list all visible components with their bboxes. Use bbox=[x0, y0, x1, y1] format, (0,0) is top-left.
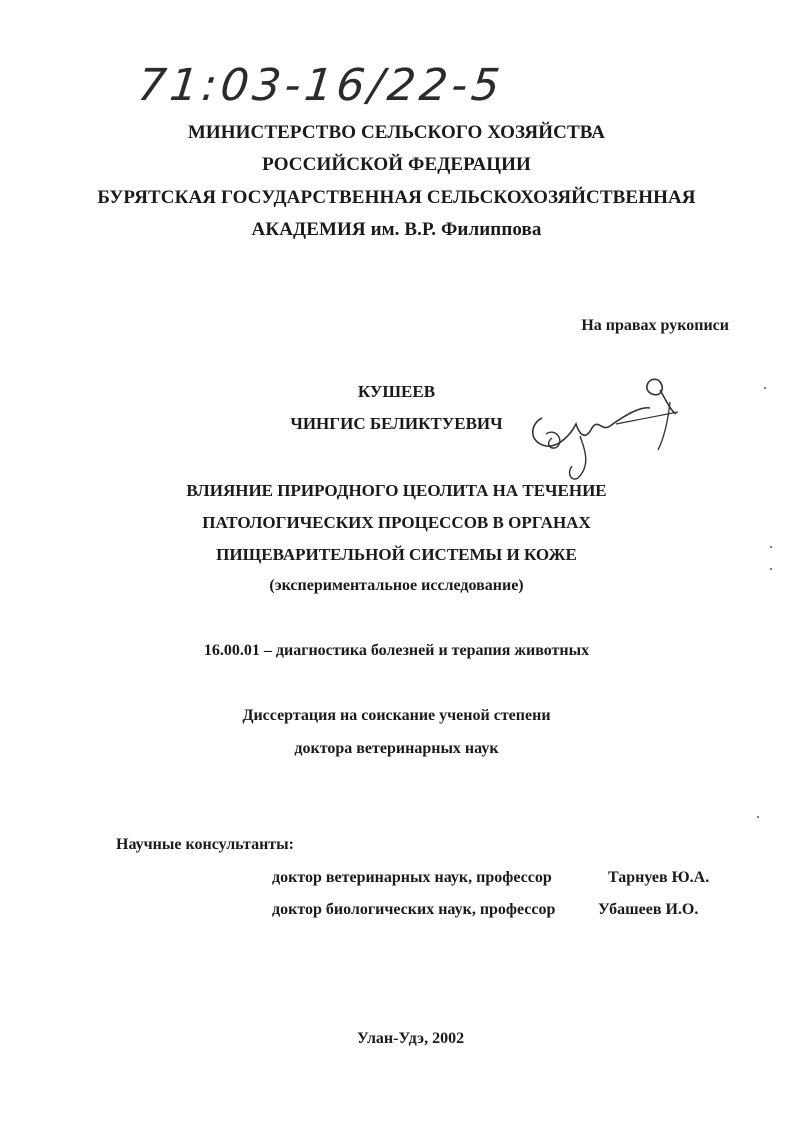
scan-speck bbox=[770, 568, 772, 570]
title-subtitle: (экспериментальное исследование) bbox=[269, 577, 524, 594]
consultants-label: Научные консультанты: bbox=[116, 836, 294, 853]
title-line-2: ПАТОЛОГИЧЕСКИХ ПРОЦЕССОВ В ОРГАНАХ bbox=[202, 513, 591, 532]
ministry-line-1: МИНИСТЕРСТВО СЕЛЬСКОГО ХОЗЯЙСТВА bbox=[187, 122, 606, 143]
scan-speck bbox=[770, 546, 772, 548]
ministry-line-2: РОССИЙСКОЙ ФЕДЕРАЦИИ bbox=[262, 154, 531, 175]
archive-number-handwritten: 71:03-16/22-5 bbox=[135, 60, 507, 111]
degree-line-2: доктора ветеринарных наук bbox=[294, 740, 499, 757]
consultant-1-name: Тарнуев Ю.А. bbox=[608, 869, 710, 886]
title-line-1: ВЛИЯНИЕ ПРИРОДНОГО ЦЕОЛИТА НА ТЕЧЕНИЕ bbox=[186, 481, 607, 500]
academy-line-1: БУРЯТСКАЯ ГОСУДАРСТВЕННАЯ СЕЛЬСКОХОЗЯЙСТВЕННАЯ bbox=[97, 187, 696, 208]
city-year: Улан-Удэ, 2002 bbox=[357, 1030, 465, 1047]
title-line-3: ПИЩЕВАРИТЕЛЬНОЙ СИСТЕМЫ И КОЖЕ bbox=[216, 545, 577, 564]
author-given-names: ЧИНГИС БЕЛИКТУЕВИЧ bbox=[290, 414, 503, 433]
author-signature bbox=[520, 366, 700, 486]
degree-line-1: Диссертация на соискание ученой степени bbox=[242, 707, 551, 724]
specialty-code: 16.00.01 – диагностика болезней и терапия животных bbox=[203, 642, 590, 659]
author-surname: КУШЕЕВ bbox=[357, 382, 436, 401]
consultant-2-title: доктор биологических наук, профессор bbox=[272, 901, 556, 918]
consultant-2-name: Убашеев И.О. bbox=[598, 901, 699, 918]
manuscript-note: На правах рукописи bbox=[581, 317, 729, 334]
scan-speck bbox=[764, 387, 766, 389]
academy-line-2: АКАДЕМИЯ им. В.Р. Филиппова bbox=[251, 219, 542, 240]
scan-speck bbox=[757, 816, 759, 818]
consultant-1-title: доктор ветеринарных наук, профессор bbox=[272, 869, 552, 886]
